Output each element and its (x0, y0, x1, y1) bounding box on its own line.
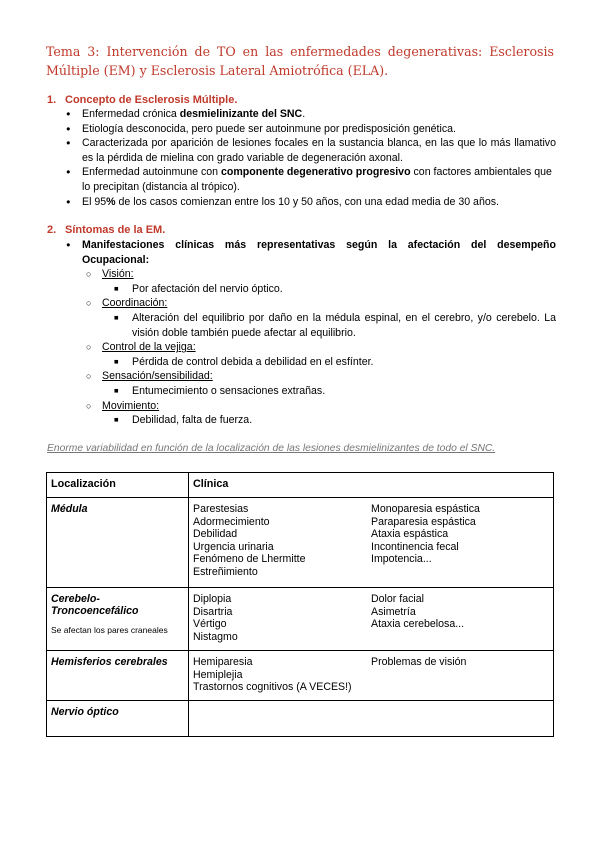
symptom-detail: ■ Entumecimiento o sensaciones extrañas. (114, 384, 556, 399)
section-heading-sintomas: 2. Síntomas de la EM. (47, 224, 166, 236)
symptom-categories (82, 267, 556, 428)
clinical-sign: Ataxia cerebelosa... (371, 618, 465, 631)
location-cell: Hemisferios cerebrales (47, 651, 189, 701)
list-item: ● Caracterizada por aparición de lesiones focales en la sustancia blanca, en las que lo más llamativo es la pérdida de mielina con grado variable de degeneración axonal. (66, 136, 556, 165)
clinical-sign: Monoparesia espástica (371, 503, 480, 515)
list-item: ● El 95% de los casos comienzan entre los 10 y 50 años, con una edad media de 30 años. (66, 195, 556, 210)
clinical-sign: Hemiparesia (193, 656, 253, 668)
symptom-detail: ■ Debilidad, falta de fuerza. (114, 413, 556, 428)
clinical-sign: Hemiplejia (193, 668, 243, 681)
clinical-sign: Urgencia urinaria (193, 540, 274, 553)
clinical-sign: Fenómeno de Lhermitte (193, 553, 306, 566)
table-header-localizacion: Localización (47, 473, 189, 498)
section-heading-concepto: 1. Concepto de Esclerosis Múltiple. (47, 94, 238, 106)
location-cell: Cerebelo-Troncoencefálico Se afectan los pares craneales (47, 588, 189, 651)
list-item: ● Enfermedad crónica desmielinizante del SNC. (66, 107, 556, 122)
clinical-cell (189, 588, 554, 651)
symptom-category: ○ Sensación/sensibilidad: ■ Entumecimiento o sensaciones extrañas. (82, 369, 556, 398)
symptom-category: ○ Visión: ■ Por afectación del nervio óptico. (82, 267, 556, 296)
concept-list (66, 107, 556, 209)
table-row (47, 651, 554, 701)
clinical-sign: Incontinencia fecal (371, 540, 459, 553)
clinical-sign: Asimetría (371, 605, 416, 618)
variability-note: Enorme variabilidad en función de la localización de las lesiones desmielinizantes de todo el SNC. (47, 443, 496, 454)
location-cell: Nervio óptico (47, 701, 189, 737)
symptom-detail: ■ Alteración del equilibrio por daño en la médula espinal, en el cerebro, y/o cerebelo. La visión doble también puede afectar al equilibrio. (114, 311, 556, 340)
clinical-sign: Impotencia... (371, 553, 432, 566)
table-row (47, 498, 554, 588)
table-header-clinica: Clínica (189, 473, 554, 498)
clinical-sign: Estreñimiento (193, 565, 258, 578)
clinical-sign: Trastornos cognitivos (A VECES!) (193, 681, 352, 694)
clinical-sign: Debilidad (193, 528, 238, 541)
document-title: Tema 3: Intervención de TO en las enfermedades degenerativas: Esclerosis Múltiple (EM) y Esclerosis Lateral Amiotrófica (ELA). (46, 44, 554, 78)
clinical-sign: Dolor facial (371, 593, 424, 605)
symptom-detail: ■ Pérdida de control debida a debilidad en el esfínter. (114, 355, 556, 370)
symptom-category: ○ Coordinación: ■ Alteración del equilibrio por daño en la médula espinal, en el cerebro, y/o cerebelo. La visión doble también puede afectar al equilibrio. (82, 296, 556, 340)
list-item: ● Etiología desconocida, pero puede ser autoinmune por predisposición genética. (66, 122, 556, 137)
table-row (47, 588, 554, 651)
clinical-sign: Parestesias (193, 503, 249, 515)
clinical-sign: Problemas de visión (371, 656, 467, 668)
location-cell: Médula (47, 498, 189, 588)
clinical-cell (189, 651, 554, 701)
clinical-sign: Adormecimiento (193, 515, 270, 528)
clinical-sign: Nistagmo (193, 630, 238, 643)
clinical-sign: Diplopia (193, 593, 232, 605)
clinical-cell (189, 701, 554, 737)
clinical-table (46, 472, 554, 737)
clinical-sign: Ataxia espástica (371, 528, 449, 541)
clinical-cell (189, 498, 554, 588)
list-item: ● Manifestaciones clínicas más representativas según la afectación del desempeño Ocupacional: ○ Visión: ■ Por afectación del nervio óptico. ○ Coordinación: ■ Alteración del equilibrio por daño en la médula espinal, en el cerebro, y/o cerebelo. La visión doble también puede afectar al equilibrio. ○ Control de la vejiga: ■ Pérdida de control debida a debilidad en el esfínter. ○ Sensación/sensibilidad: ■ Entumecimiento o sensaciones extrañas. ○ Movimiento: ■ Debilidad, falta de fuerza. (66, 238, 556, 428)
clinical-sign: Vértigo (193, 618, 227, 631)
symptom-category: ○ Control de la vejiga: ■ Pérdida de control debida a debilidad en el esfínter. (82, 340, 556, 369)
symptom-category: ○ Movimiento: ■ Debilidad, falta de fuerza. (82, 399, 556, 428)
clinical-sign: Paraparesia espástica (371, 515, 476, 528)
table-row (47, 701, 554, 737)
clinical-sign: Disartria (193, 605, 233, 618)
location-note: Se afectan los pares craneales (51, 625, 168, 635)
symptoms-list (66, 238, 556, 428)
list-item: ● Enfermedad autoinmune con componente degenerativo progresivo con factores ambientales que lo precipitan (distancia al trópico). (66, 165, 556, 194)
symptom-detail: ■ Por afectación del nervio óptico. (114, 282, 556, 297)
